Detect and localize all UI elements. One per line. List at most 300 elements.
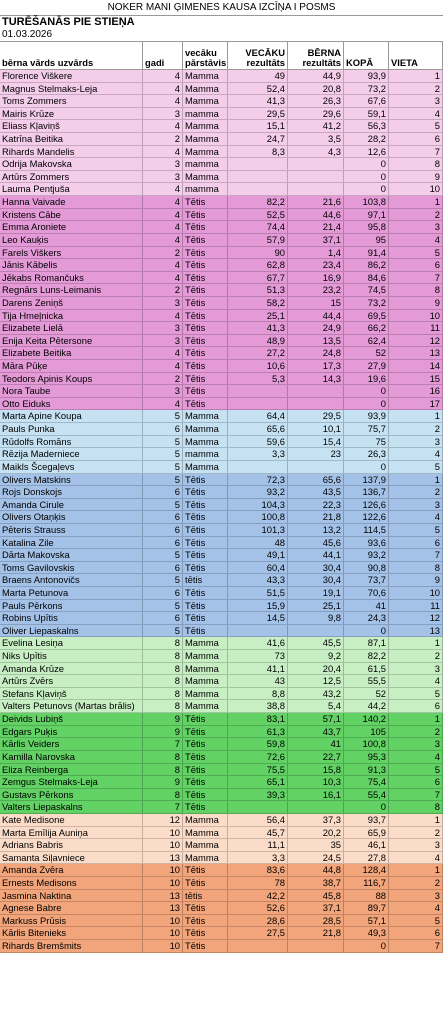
cell-parent-result: 41,6 — [228, 637, 288, 649]
table-row[interactable] — [0, 133, 443, 146]
cell-parent-result: 101,3 — [228, 524, 288, 536]
cell-place: 5 — [389, 688, 443, 700]
cell-place: 5 — [389, 461, 443, 473]
table-row[interactable] — [0, 310, 443, 323]
cell-name: Olivers Otaņķis — [0, 511, 143, 523]
table-row[interactable] — [0, 373, 443, 386]
cell-parent-result: 14,5 — [228, 612, 288, 624]
table-body — [0, 70, 443, 953]
event-date: 01.03.2026 — [2, 29, 53, 40]
table-row[interactable] — [0, 877, 443, 890]
table-row[interactable] — [0, 864, 443, 877]
cell-parent: Mamma — [183, 814, 228, 826]
table-row[interactable] — [0, 915, 443, 928]
cell-name: Amanda Zvēra — [0, 864, 143, 876]
table-row[interactable] — [0, 410, 443, 423]
cell-place: 9 — [389, 297, 443, 309]
cell-place: 12 — [389, 612, 443, 624]
cell-parent-result — [228, 398, 288, 410]
table-row[interactable] — [0, 436, 443, 449]
table-row[interactable] — [0, 83, 443, 96]
header-age[interactable]: gadi — [143, 42, 183, 69]
cell-age: 5 — [143, 600, 183, 612]
cell-child-result: 23,4 — [288, 259, 344, 271]
cell-parent: Tētis — [183, 751, 228, 763]
cell-age: 8 — [143, 637, 183, 649]
table-row[interactable] — [0, 385, 443, 398]
table-row[interactable] — [0, 650, 443, 663]
table-row[interactable] — [0, 764, 443, 777]
cell-child-result: 45,8 — [288, 890, 344, 902]
cell-total: 88 — [344, 890, 389, 902]
table-row[interactable] — [0, 272, 443, 285]
cell-child-result: 30,4 — [288, 562, 344, 574]
cell-parent-result: 10,6 — [228, 360, 288, 372]
header-total[interactable]: KOPĀ — [344, 42, 389, 69]
cell-place: 3 — [389, 221, 443, 233]
cell-parent-result: 83,1 — [228, 713, 288, 725]
cell-place: 5 — [389, 524, 443, 536]
cell-total: 93,9 — [344, 410, 389, 422]
cell-total: 55,4 — [344, 789, 389, 801]
cell-total: 73,7 — [344, 574, 389, 586]
cell-name: Regnārs Luns-Leimanis — [0, 284, 143, 296]
cell-child-result: 43,2 — [288, 688, 344, 700]
cell-parent: Tētis — [183, 801, 228, 813]
cell-age: 4 — [143, 95, 183, 107]
cell-place: 2 — [389, 726, 443, 738]
cell-total: 128,4 — [344, 864, 389, 876]
cell-child-result: 13,2 — [288, 524, 344, 536]
cell-age: 2 — [143, 133, 183, 145]
cell-place: 1 — [389, 474, 443, 486]
cell-name: Gustavs Pērkons — [0, 789, 143, 801]
cell-parent: Tētis — [183, 927, 228, 939]
cell-parent: Tētis — [183, 196, 228, 208]
cell-child-result: 30,4 — [288, 574, 344, 586]
cell-age: 12 — [143, 814, 183, 826]
cell-parent-result: 72,3 — [228, 474, 288, 486]
cell-total: 46,1 — [344, 839, 389, 851]
cell-child-result: 37,1 — [288, 234, 344, 246]
table-row[interactable] — [0, 511, 443, 524]
table-row[interactable] — [0, 120, 443, 133]
cell-parent: Mamma — [183, 650, 228, 662]
cell-total: 73,2 — [344, 297, 389, 309]
cell-total: 0 — [344, 398, 389, 410]
table-row[interactable] — [0, 738, 443, 751]
table-row[interactable] — [0, 486, 443, 499]
table-row[interactable] — [0, 852, 443, 865]
cell-name: Pauls Punka — [0, 423, 143, 435]
cell-name: Olivers Matskins — [0, 474, 143, 486]
event-subtitle: TURĒŠANĀS PIE STIEŅA — [2, 16, 135, 28]
cell-name: Enija Keita Pētersone — [0, 335, 143, 347]
table-row[interactable] — [0, 284, 443, 297]
cell-age: 4 — [143, 234, 183, 246]
table-row[interactable] — [0, 171, 443, 184]
cell-parent: mamma — [183, 158, 228, 170]
cell-place: 6 — [389, 927, 443, 939]
cell-total: 89,7 — [344, 902, 389, 914]
cell-total: 84,6 — [344, 272, 389, 284]
table-row[interactable] — [0, 70, 443, 83]
cell-parent: Tētis — [183, 902, 228, 914]
cell-parent-result: 100,8 — [228, 511, 288, 523]
cell-child-result: 65,6 — [288, 474, 344, 486]
cell-child-result: 16,9 — [288, 272, 344, 284]
cell-name: Eliza Reinberga — [0, 764, 143, 776]
cell-total: 93,6 — [344, 537, 389, 549]
table-row[interactable] — [0, 108, 443, 121]
cell-parent: Tētis — [183, 713, 228, 725]
cell-parent-result: 59,8 — [228, 738, 288, 750]
table-row[interactable] — [0, 562, 443, 575]
cell-age: 5 — [143, 499, 183, 511]
table-row[interactable] — [0, 322, 443, 335]
table-row[interactable] — [0, 940, 443, 953]
cell-parent-result: 27,2 — [228, 347, 288, 359]
cell-age: 6 — [143, 423, 183, 435]
cell-place: 1 — [389, 814, 443, 826]
cell-total: 116,7 — [344, 877, 389, 889]
cell-parent-result — [228, 940, 288, 952]
cell-parent: Tētis — [183, 600, 228, 612]
table-row[interactable] — [0, 801, 443, 814]
cell-age: 5 — [143, 574, 183, 586]
cell-age: 8 — [143, 789, 183, 801]
cell-name: Edgars Puķis — [0, 726, 143, 738]
cell-place: 4 — [389, 902, 443, 914]
table-row[interactable] — [0, 448, 443, 461]
cell-age: 7 — [143, 738, 183, 750]
cell-name: Leo Kauķis — [0, 234, 143, 246]
cell-age: 8 — [143, 688, 183, 700]
table-row[interactable] — [0, 637, 443, 650]
cell-parent: Tētis — [183, 373, 228, 385]
cell-child-result: 17,3 — [288, 360, 344, 372]
cell-child-result: 41,2 — [288, 120, 344, 132]
cell-child-result — [288, 461, 344, 473]
cell-age: 4 — [143, 272, 183, 284]
table-row[interactable] — [0, 423, 443, 436]
cell-child-result — [288, 801, 344, 813]
cell-place: 2 — [389, 423, 443, 435]
cell-age: 3 — [143, 385, 183, 397]
table-row[interactable] — [0, 625, 443, 638]
cell-parent-result: 24,7 — [228, 133, 288, 145]
table-row[interactable] — [0, 398, 443, 411]
cell-place: 14 — [389, 360, 443, 372]
cell-parent-result: 78 — [228, 877, 288, 889]
cell-parent-result: 58,2 — [228, 297, 288, 309]
cell-child-result: 21,6 — [288, 196, 344, 208]
cell-parent: Tētis — [183, 764, 228, 776]
cell-parent-result: 65,6 — [228, 423, 288, 435]
cell-parent: mamma — [183, 108, 228, 120]
cell-child-result: 24,5 — [288, 852, 344, 864]
cell-name: Kamilla Narovska — [0, 751, 143, 763]
table-row[interactable] — [0, 827, 443, 840]
cell-total: 19,6 — [344, 373, 389, 385]
cell-age: 5 — [143, 436, 183, 448]
cell-age: 6 — [143, 587, 183, 599]
cell-name: Elizabete Lielā — [0, 322, 143, 334]
cell-parent: Tētis — [183, 562, 228, 574]
table-row[interactable] — [0, 890, 443, 903]
cell-place: 15 — [389, 373, 443, 385]
cell-place: 5 — [389, 915, 443, 927]
cell-parent-result — [228, 385, 288, 397]
cell-age: 8 — [143, 675, 183, 687]
table-row[interactable] — [0, 196, 443, 209]
cell-name: Kārlis Bitenieks — [0, 927, 143, 939]
cell-child-result: 14,3 — [288, 373, 344, 385]
cell-place: 8 — [389, 562, 443, 574]
cell-parent: Tētis — [183, 789, 228, 801]
cell-age: 4 — [143, 221, 183, 233]
cell-parent: Mamma — [183, 688, 228, 700]
cell-parent: Mamma — [183, 83, 228, 95]
table-row[interactable] — [0, 612, 443, 625]
cell-name: Rojs Donskojs — [0, 486, 143, 498]
cell-name: Artūrs Zvērs — [0, 675, 143, 687]
cell-place: 4 — [389, 751, 443, 763]
table-row[interactable] — [0, 700, 443, 713]
cell-place: 3 — [389, 436, 443, 448]
cell-parent: Tētis — [183, 221, 228, 233]
cell-parent-result: 43 — [228, 675, 288, 687]
table-row[interactable] — [0, 726, 443, 739]
cell-parent: Tētis — [183, 247, 228, 259]
cell-total: 73,2 — [344, 83, 389, 95]
cell-total: 82,2 — [344, 650, 389, 662]
table-row[interactable] — [0, 537, 443, 550]
cell-child-result: 13,5 — [288, 335, 344, 347]
cell-child-result: 22,3 — [288, 499, 344, 511]
cell-total: 122,6 — [344, 511, 389, 523]
cell-total: 41 — [344, 600, 389, 612]
cell-name: Emma Aroniete — [0, 221, 143, 233]
table-row[interactable] — [0, 146, 443, 159]
cell-parent-result: 72,6 — [228, 751, 288, 763]
cell-age: 9 — [143, 776, 183, 788]
table-row[interactable] — [0, 927, 443, 940]
cell-child-result: 43,7 — [288, 726, 344, 738]
table-row[interactable] — [0, 902, 443, 915]
cell-parent: Tētis — [183, 209, 228, 221]
table-row[interactable] — [0, 814, 443, 827]
cell-parent-result: 43,3 — [228, 574, 288, 586]
cell-age: 9 — [143, 726, 183, 738]
cell-place: 3 — [389, 499, 443, 511]
cell-place: 8 — [389, 284, 443, 296]
table-row[interactable] — [0, 587, 443, 600]
table-row[interactable] — [0, 360, 443, 373]
cell-parent-result: 3,3 — [228, 448, 288, 460]
cell-total: 44,2 — [344, 700, 389, 712]
cell-place: 17 — [389, 398, 443, 410]
table-row[interactable] — [0, 600, 443, 613]
cell-parent-result: 52,6 — [228, 902, 288, 914]
table-row[interactable] — [0, 461, 443, 474]
cell-parent: Tētis — [183, 587, 228, 599]
cell-parent-result: 90 — [228, 247, 288, 259]
cell-age: 4 — [143, 83, 183, 95]
cell-name: Stefans Kļaviņš — [0, 688, 143, 700]
cell-parent: Tētis — [183, 877, 228, 889]
cell-total: 55,5 — [344, 675, 389, 687]
cell-name: Elizabete Beitika — [0, 347, 143, 359]
cell-parent: Mamma — [183, 436, 228, 448]
header-child-result[interactable]: BĒRNA rezultāts — [288, 42, 344, 69]
cell-total: 87,1 — [344, 637, 389, 649]
cell-parent-result: 60,4 — [228, 562, 288, 574]
cell-place: 8 — [389, 158, 443, 170]
cell-child-result: 29,5 — [288, 410, 344, 422]
table-row[interactable] — [0, 158, 443, 171]
cell-total: 93,2 — [344, 549, 389, 561]
cell-total: 75,7 — [344, 423, 389, 435]
cell-age: 13 — [143, 852, 183, 864]
cell-total: 0 — [344, 801, 389, 813]
cell-name: Oliver Liepaskalns — [0, 625, 143, 637]
cell-place: 2 — [389, 83, 443, 95]
cell-age: 2 — [143, 284, 183, 296]
table-row[interactable] — [0, 347, 443, 360]
table-row[interactable] — [0, 663, 443, 676]
cell-parent-result: 62,8 — [228, 259, 288, 271]
cell-total: 52 — [344, 688, 389, 700]
cell-child-result: 28,5 — [288, 915, 344, 927]
cell-total: 91,3 — [344, 764, 389, 776]
cell-child-result — [288, 940, 344, 952]
cell-name: Jasmina Naktina — [0, 890, 143, 902]
cell-parent-result: 25,1 — [228, 310, 288, 322]
cell-name: Māra Pūķe — [0, 360, 143, 372]
cell-name: Robins Upītis — [0, 612, 143, 624]
cell-age: 7 — [143, 801, 183, 813]
table-row[interactable] — [0, 95, 443, 108]
cell-total: 0 — [344, 461, 389, 473]
cell-age: 3 — [143, 158, 183, 170]
cell-parent: Tētis — [183, 738, 228, 750]
cell-parent-result: 48,9 — [228, 335, 288, 347]
cell-age: 6 — [143, 537, 183, 549]
cell-name: Katalina Zile — [0, 537, 143, 549]
cell-parent-result: 61,3 — [228, 726, 288, 738]
table-row[interactable] — [0, 574, 443, 587]
cell-place: 10 — [389, 183, 443, 195]
table-row[interactable] — [0, 247, 443, 260]
cell-age: 6 — [143, 524, 183, 536]
table-row[interactable] — [0, 789, 443, 802]
cell-place: 9 — [389, 574, 443, 586]
cell-age: 9 — [143, 713, 183, 725]
cell-parent-result — [228, 171, 288, 183]
cell-name: Mairis Krūze — [0, 108, 143, 120]
table-row[interactable] — [0, 839, 443, 852]
table-row[interactable] — [0, 183, 443, 196]
cell-place: 1 — [389, 410, 443, 422]
cell-parent: Mamma — [183, 423, 228, 435]
cell-place: 4 — [389, 108, 443, 120]
table-row[interactable] — [0, 259, 443, 272]
table-row[interactable] — [0, 335, 443, 348]
cell-child-result: 23,2 — [288, 284, 344, 296]
table-row[interactable] — [0, 209, 443, 222]
cell-child-result: 37,3 — [288, 814, 344, 826]
cell-place: 8 — [389, 801, 443, 813]
cell-parent: Tētis — [183, 549, 228, 561]
cell-child-result: 44,6 — [288, 209, 344, 221]
cell-age: 10 — [143, 864, 183, 876]
cell-parent-result: 27,5 — [228, 927, 288, 939]
cell-total: 27,9 — [344, 360, 389, 372]
cell-place: 3 — [389, 663, 443, 675]
table-row[interactable] — [0, 221, 443, 234]
table-row[interactable] — [0, 474, 443, 487]
header-parent-result[interactable]: VECĀKU rezultāts — [228, 42, 288, 69]
table-row[interactable] — [0, 751, 443, 764]
table-row[interactable] — [0, 688, 443, 701]
header-name[interactable]: bērna vārds uzvārds — [0, 42, 143, 69]
cell-age: 8 — [143, 663, 183, 675]
cell-age: 3 — [143, 335, 183, 347]
cell-place: 13 — [389, 347, 443, 359]
cell-parent-result: 51,3 — [228, 284, 288, 296]
cell-age: 10 — [143, 877, 183, 889]
cell-name: Maikls Šcegaļevs — [0, 461, 143, 473]
table-row[interactable] — [0, 297, 443, 310]
cell-child-result: 10,1 — [288, 423, 344, 435]
table-row[interactable] — [0, 524, 443, 537]
header-parent[interactable]: vecāku pārstāvis — [183, 42, 228, 69]
cell-age: 10 — [143, 940, 183, 952]
cell-place: 5 — [389, 247, 443, 259]
cell-parent-result: 67,7 — [228, 272, 288, 284]
cell-child-result: 21,8 — [288, 927, 344, 939]
cell-place: 2 — [389, 877, 443, 889]
table-row[interactable] — [0, 499, 443, 512]
table-row[interactable] — [0, 234, 443, 247]
header-place[interactable]: VIETA — [389, 42, 443, 69]
cell-name: Florence Viškere — [0, 70, 143, 82]
cell-child-result: 44,9 — [288, 70, 344, 82]
cell-age: 13 — [143, 890, 183, 902]
cell-child-result: 26,3 — [288, 95, 344, 107]
cell-parent: Mamma — [183, 663, 228, 675]
cell-child-result: 44,1 — [288, 549, 344, 561]
cell-parent-result: 51,5 — [228, 587, 288, 599]
cell-child-result: 9,8 — [288, 612, 344, 624]
cell-parent: Mamma — [183, 700, 228, 712]
table-row[interactable] — [0, 776, 443, 789]
cell-parent: Tētis — [183, 915, 228, 927]
cell-child-result: 35 — [288, 839, 344, 851]
cell-child-result — [288, 385, 344, 397]
table-row[interactable] — [0, 713, 443, 726]
cell-parent-result: 5,3 — [228, 373, 288, 385]
cell-parent-result: 59,6 — [228, 436, 288, 448]
cell-total: 95 — [344, 234, 389, 246]
cell-parent-result: 3,3 — [228, 852, 288, 864]
cell-parent: Tētis — [183, 726, 228, 738]
cell-parent: Tētis — [183, 940, 228, 952]
table-row[interactable] — [0, 675, 443, 688]
cell-place: 1 — [389, 713, 443, 725]
table-row[interactable] — [0, 549, 443, 562]
